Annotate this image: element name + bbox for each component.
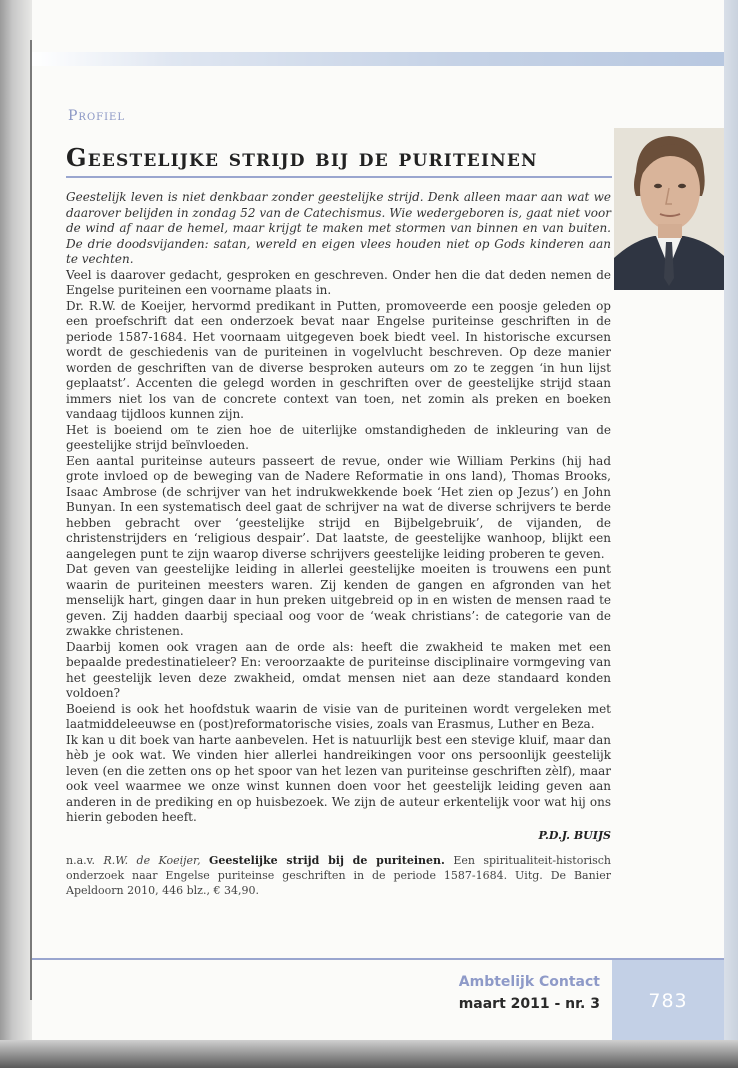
issue-info: maart 2011 - nr. 3 [458, 996, 600, 1012]
book-reference [66, 853, 611, 898]
paragraph: Boeiend is ook het hoofdstuk waarin de visie van de puriteinen wordt vergeleken met laatmiddeleeuwse en (post)reformatorische visies, zoals van Erasmus, Luther en Beza. [66, 701, 611, 731]
reference-author: R.W. de Koeijer, [103, 854, 201, 867]
article-title: Geestelijke strijd bij de puriteinen [66, 143, 538, 172]
title-underline [66, 176, 612, 178]
article-body [66, 190, 611, 898]
paragraph: Dr. R.W. de Koeijer, hervormd predikant in Putten, promoveerde een poosje geleden op een proefschrift dat een onderzoek bevat naar Engelse puriteinse geschriften in de periode 1587-1684. Het voornaam uitgegeven boek biedt veel. In historische excursen wordt de geschiedenis van de puriteinen in vogelvlucht beschreven. Op deze manier worden de geschriften van de diverse besproken auteurs om zo te zeggen ‘in hun lijst geplaatst’. Accenten die gelegd worden in geschriften over de geestelijke strijd staan immers niet los van de concrete context van toen, net zomin als preken en boeken vandaag tijdloos kunnen zijn. [66, 298, 611, 421]
paragraph: Het is boeiend om te zien hoe de uiterlijke omstandigheden de inkleuring van de geestelijke strijd beïnvloeden. [66, 422, 611, 452]
paragraph: Ik kan u dit boek van harte aanbevelen. Het is natuurlijk best een stevige kluif, maar dan hèb je ook wat. We vinden hier allerlei handreikingen voor ons persoonlijk geestelijk leven (en die zetten ons op het spoor van het lezen van puriteinse geschriften zèlf), maar ook veel waarmee we onze winst kunnen doen voor het geestelijk leiding geven aan anderen in de prediking en op huisbezoek. We zijn de auteur erkentelijk voor wat hij ons hierin geboden heeft. [66, 732, 611, 824]
paragraph: Een aantal puriteinse auteurs passeert de revue, onder wie William Perkins (hij had grote invloed op de beweging van de Nadere Reformatie in ons land), Thomas Brooks, Isaac Ambrose (de schrijver van het indrukwekkende boek ‘Het zien op Jezus’) en John Bunyan. In een systematisch deel gaat de schrijver na wat de diverse schrijvers te berde hebben gebracht over ‘geestelijke strijd en Bijbelgebruik’, de vijanden, de christenstrijders en ‘religious despair’. Dat laatste, de geestelijke wanhoop, blijkt een aangelegen punt te zijn waarop diverse schrijvers geestelijke leiding proberen te geven. [66, 453, 611, 561]
reference-details: Een spiritualiteit-historisch onderzoek naar Engelse puriteinse geschriften in de periode 1587-1684. Uitg. De Banier Apeldoorn 2010, 446 blz., € 34,90. [66, 854, 611, 897]
bottom-edge-shadow [0, 1040, 738, 1068]
top-color-band [32, 52, 738, 66]
paragraph: Daarbij komen ook vragen aan de orde als: heeft die zwakheid te maken met een bepaalde predestinatieleer? En: veroorzaakte de puriteinse disciplinaire vormgeving van het geestelijk leven deze zwakheid, omdat mensen niet aan deze standaard konden voldoen? [66, 639, 611, 700]
lead-paragraph: Geestelijk leven is niet denkbaar zonder geestelijke strijd. Denk alleen maar aan wat we daarover belijden in zondag 52 van de Catechismus. Wie wedergeboren is, gaat niet voor de wind af naar de hemel, maar krijgt te maken met stormen van binnen en van buiten. De drie doodsvijanden: satan, wereld en eigen vlees houden niet op Gods kinderen aan te vechten. [66, 190, 611, 266]
page-gutter-shadow [0, 0, 32, 1068]
section-label: Profiel [68, 108, 125, 124]
author-portrait [614, 128, 724, 290]
reference-book-title: Geestelijke strijd bij de puriteinen. [209, 854, 445, 867]
journal-name: Ambtelijk Contact [458, 974, 600, 990]
gutter-rule [30, 40, 32, 1000]
page-number: 783 [648, 990, 688, 1012]
author-signature: P.D.J. BUIJS [538, 828, 611, 842]
paragraph: Dat geven van geestelijke leiding in allerlei geestelijke moeiten is trouwens een punt waarin de puriteinen meesters waren. Zij kenden de gangen en afgronden van het menselijk hart, gingen daar in hun preken uitgebreid op in en wisten de mensen raad te geven. Zij hadden daarbij speciaal oog voor de ‘weak christians’: de categorie van de zwakke christenen. [66, 562, 611, 638]
right-edge-shadow [724, 0, 738, 1068]
reference-prefix: n.a.v. [66, 854, 104, 867]
paragraph: Veel is daarover gedacht, gesproken en geschreven. Onder hen die dat deden nemen de Engelse puriteinen een voorname plaats in. [66, 267, 611, 297]
